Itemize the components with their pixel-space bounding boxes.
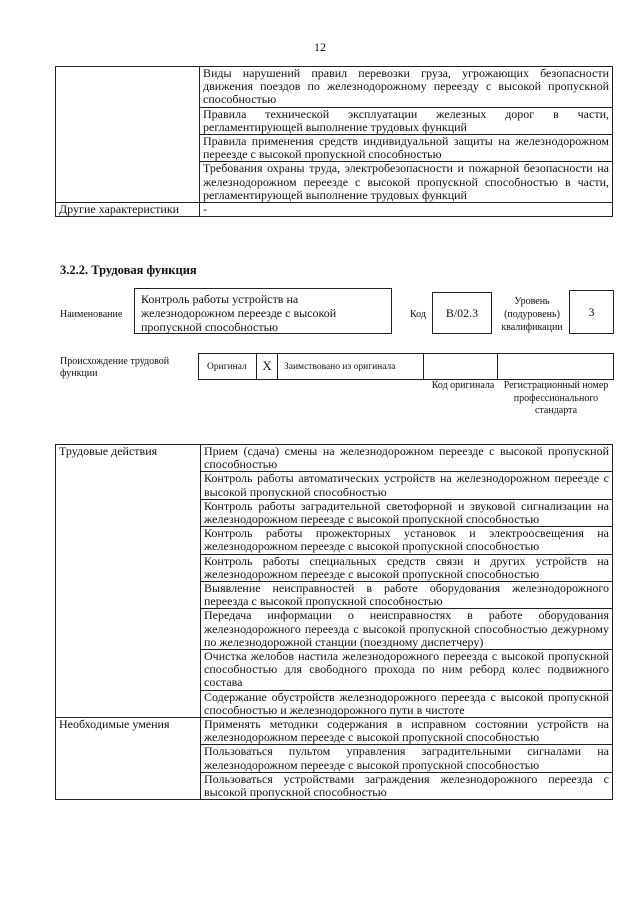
- table-row: [56, 67, 613, 108]
- knowledge-item: Виды нарушений правил перевозки груза, угрожающих безопасности движения поездов по железнодорожному переезду с высокой пропускной способностью: [200, 67, 613, 108]
- other-characteristics-value: -: [200, 203, 613, 217]
- name-label: Наименование: [60, 309, 123, 320]
- skill-item: Пользоваться устройствами заграждения железнодорожного переезда с высокой пропускной способностью: [201, 772, 613, 799]
- required-skills-label: Необходимые умения: [56, 718, 201, 800]
- origin-borrowed-label: Заимствовано из оригинала: [278, 354, 424, 379]
- labor-action-item: Контроль работы автоматических устройств на железнодорожном переезде с высокой пропускной способностью: [201, 472, 613, 499]
- table-row: [56, 203, 613, 217]
- knowledge-item: Правила технической эксплуатации железных дорог в части, регламентирующей выполнение трудовых функций: [200, 107, 613, 134]
- table-row: [56, 718, 613, 745]
- registration-number-caption: Регистрационный номер профессионального стандарта: [503, 380, 609, 416]
- knowledge-item: Требования охраны труда, электробезопасности и пожарной безопасности на железнодорожном переезде с высокой пропускной способностью в части, регламентирующей выполнение трудовых функций: [200, 162, 613, 203]
- function-name-value: Контроль работы устройств на железнодорожном переезде с высокой пропускной способностью: [134, 288, 392, 334]
- knowledge-item: Правила применения средств индивидуальной защиты на железнодорожном переезде с высокой пропускной способностью: [200, 135, 613, 162]
- code-label: Код: [410, 309, 426, 320]
- origin-label: Происхождение трудовой функции: [60, 356, 170, 379]
- origin-box: [198, 353, 614, 380]
- other-characteristics-label: Другие характеристики: [56, 203, 200, 217]
- labor-action-item: Содержание обустройств железнодорожного переезда с высокой пропускной способностью и железнодорожного пути в чистоте: [201, 690, 613, 717]
- labor-action-item: Контроль работы прожекторных установок и электроосвещения на железнодорожном переезде с высокой пропускной способностью: [201, 527, 613, 554]
- row-label-empty: [56, 67, 200, 203]
- labor-action-item: Очистка желобов настила железнодорожного переезда с высокой пропускной способностью для свободного прохода по ним реборд колес подвижного состава: [201, 650, 613, 691]
- labor-action-item: Прием (сдача) смены на железнодорожном переезде с высокой пропускной способностью: [201, 445, 613, 472]
- section-title: 3.2.2. Трудовая функция: [60, 263, 197, 277]
- labor-action-item: Контроль работы заградительной светофорной и звуковой сигнализации на железнодорожном переезде с высокой пропускной способностью: [201, 499, 613, 526]
- labor-function-table: [55, 444, 613, 800]
- labor-action-item: Передача информации о неисправностях в работе оборудования железнодорожного переезда с высокой пропускной способностью дежурному по железнодорожной станции (поездному диспетчеру): [201, 609, 613, 650]
- skill-item: Применять методики содержания в исправном состоянии устройств на железнодорожном переезде с высокой пропускной способностью: [201, 718, 613, 745]
- table-row: [56, 445, 613, 472]
- skill-item: Пользоваться пультом управления заградительными сигналами на железнодорожном переезде с высокой пропускной способностью: [201, 745, 613, 772]
- knowledge-table-continuation: [55, 66, 613, 217]
- labor-actions-label: Трудовые действия: [56, 445, 201, 718]
- labor-action-item: Контроль работы специальных средств связи и других устройств на железнодорожном переезде с высокой пропускной способностью: [201, 554, 613, 581]
- qualification-level-value: 3: [569, 290, 614, 334]
- function-code-value: В/02.3: [432, 292, 492, 334]
- origin-code-cell: [424, 354, 498, 379]
- origin-original-label: Оригинал: [199, 354, 257, 379]
- origin-code-caption: Код оригинала: [431, 380, 495, 391]
- origin-original-mark: X: [257, 354, 278, 379]
- qualification-level-label: Уровень (подуровень) квалификации: [501, 296, 563, 333]
- page-number: 12: [314, 40, 326, 54]
- labor-action-item: Выявление неисправностей в работе оборудования железнодорожного переезда с высокой пропускной способностью: [201, 582, 613, 609]
